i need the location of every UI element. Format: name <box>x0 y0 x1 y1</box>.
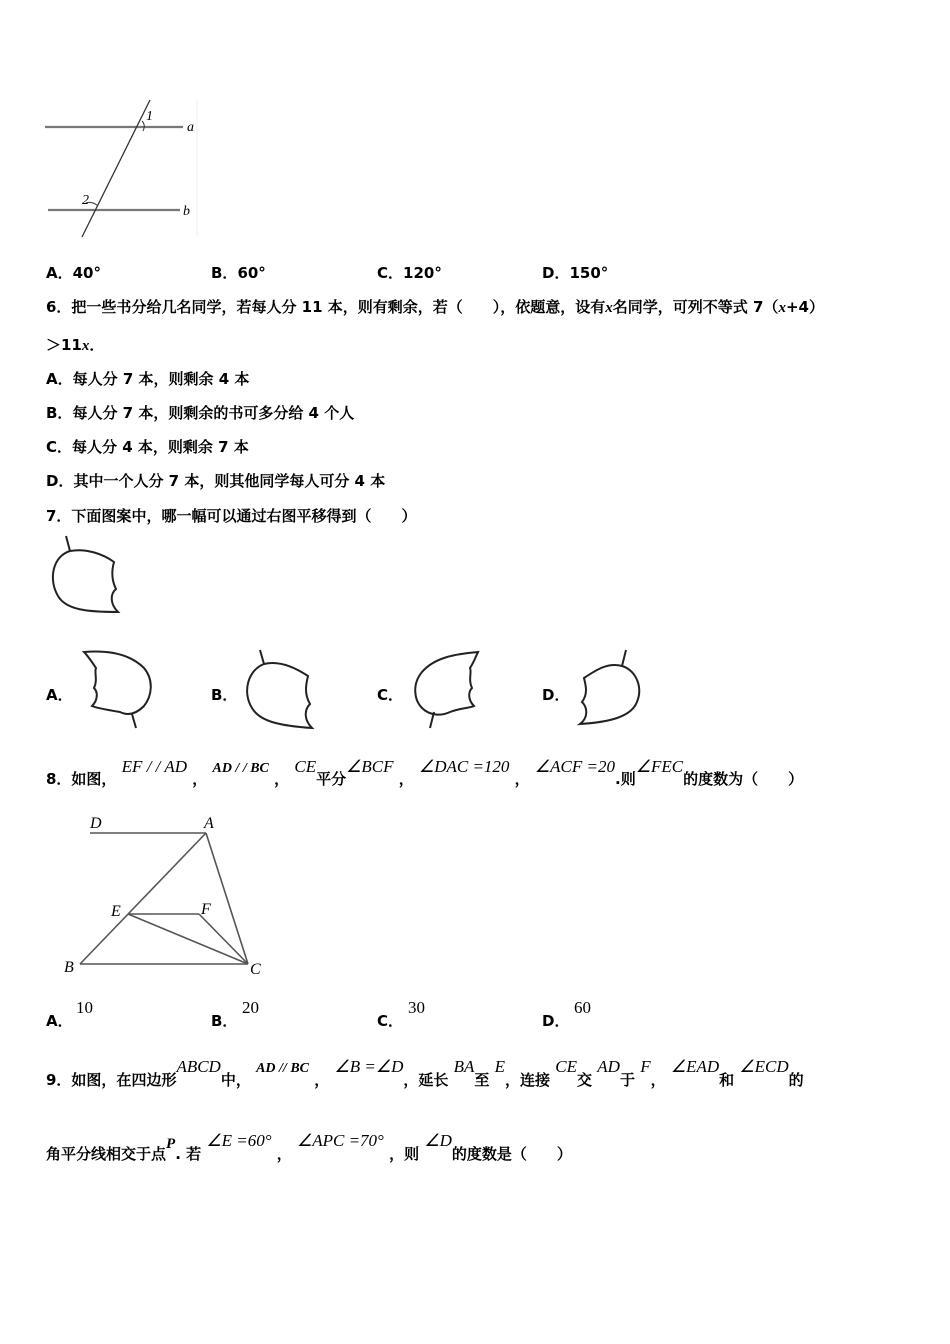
line-b-label: b <box>183 204 190 219</box>
segment-AB <box>80 833 206 964</box>
segment-AC <box>206 833 248 964</box>
angle-2-label: 2 <box>82 193 89 208</box>
q7-option-c[interactable]: C． <box>377 686 404 704</box>
q9-stem-line1: 9．如图，在四边形ABCD中， AD // BC ， ∠B =∠D，延长 BA至 E，连接 CE交 AD于 F， ∠EAD和 ∠ECD的 <box>46 1057 804 1089</box>
point-F-label: F <box>201 901 211 918</box>
q6-option-a[interactable]: A．每人分 7 本，则剩余 4 本 <box>46 370 250 388</box>
q8-stem: 8．如图， EF / / AD ， AD / / BC ， CE平分∠BCF ， ∠DAC =120 ， ∠ACF =20.则∠FEC的度数为（ ） <box>46 757 804 788</box>
q7-option-a[interactable]: A． <box>46 686 73 704</box>
q6-stem-line1: 6．把一些书分给几名同学，若每人分 11 本，则有剩余，若（ ），依题意，设有x名同学，可列不等式 7（x+4） <box>46 298 824 316</box>
q7-option-d[interactable]: D． <box>542 686 570 704</box>
transversal-line <box>82 100 150 237</box>
q8-option-b-value: 20 <box>242 998 259 1017</box>
q6-option-d[interactable]: D．其中一个人分 7 本，则其他同学每人可分 4 本 <box>46 472 386 490</box>
q8-option-a[interactable]: A． <box>46 1012 73 1030</box>
q8-option-c-value: 30 <box>408 998 425 1017</box>
angle-1-label: 1 <box>146 109 153 124</box>
point-B-label: B <box>64 959 74 976</box>
line-a-label: a <box>187 120 194 135</box>
q7-stem: 7．下面图案中，哪一幅可以通过右图平移得到（ ） <box>46 507 417 525</box>
q5-option-d[interactable]: D．150° <box>542 264 609 282</box>
q8-option-d[interactable]: D． <box>542 1012 570 1030</box>
point-E-label: E <box>111 903 121 920</box>
q9-stem-line2: 角平分线相交于点P. 若 ∠E =60° ， ∠APC =70° ，则 ∠D的度数是（ ） <box>46 1131 572 1163</box>
q5-parallel-lines-figure <box>40 95 210 245</box>
q6-option-b[interactable]: B．每人分 7 本，则剩余的书可多分给 4 个人 <box>46 404 355 422</box>
q7-option-b-leaf[interactable] <box>240 648 320 733</box>
q8-option-b[interactable]: B． <box>211 1012 238 1030</box>
point-A-label: A <box>204 815 214 832</box>
q5-option-b[interactable]: B．60° <box>211 264 266 282</box>
q7-option-d-leaf[interactable] <box>572 648 652 733</box>
q5-option-a[interactable]: A．40° <box>46 264 101 282</box>
point-D-label: D <box>90 815 102 832</box>
q7-option-c-leaf[interactable] <box>408 648 488 733</box>
q8-triangle-figure <box>56 806 276 981</box>
q8-option-c[interactable]: C． <box>377 1012 404 1030</box>
q6-stem-line2: ＞11x． <box>46 336 105 354</box>
q8-option-d-value: 60 <box>574 998 591 1017</box>
q7-option-b[interactable]: B． <box>211 686 238 704</box>
q7-option-a-leaf[interactable] <box>78 648 158 733</box>
q8-option-a-value: 10 <box>76 998 93 1017</box>
point-C-label: C <box>250 961 261 978</box>
segment-EC <box>128 914 248 964</box>
q7-reference-leaf <box>48 534 128 619</box>
q6-option-c[interactable]: C．每人分 4 本，则剩余 7 本 <box>46 438 249 456</box>
q5-option-c[interactable]: C．120° <box>377 264 442 282</box>
